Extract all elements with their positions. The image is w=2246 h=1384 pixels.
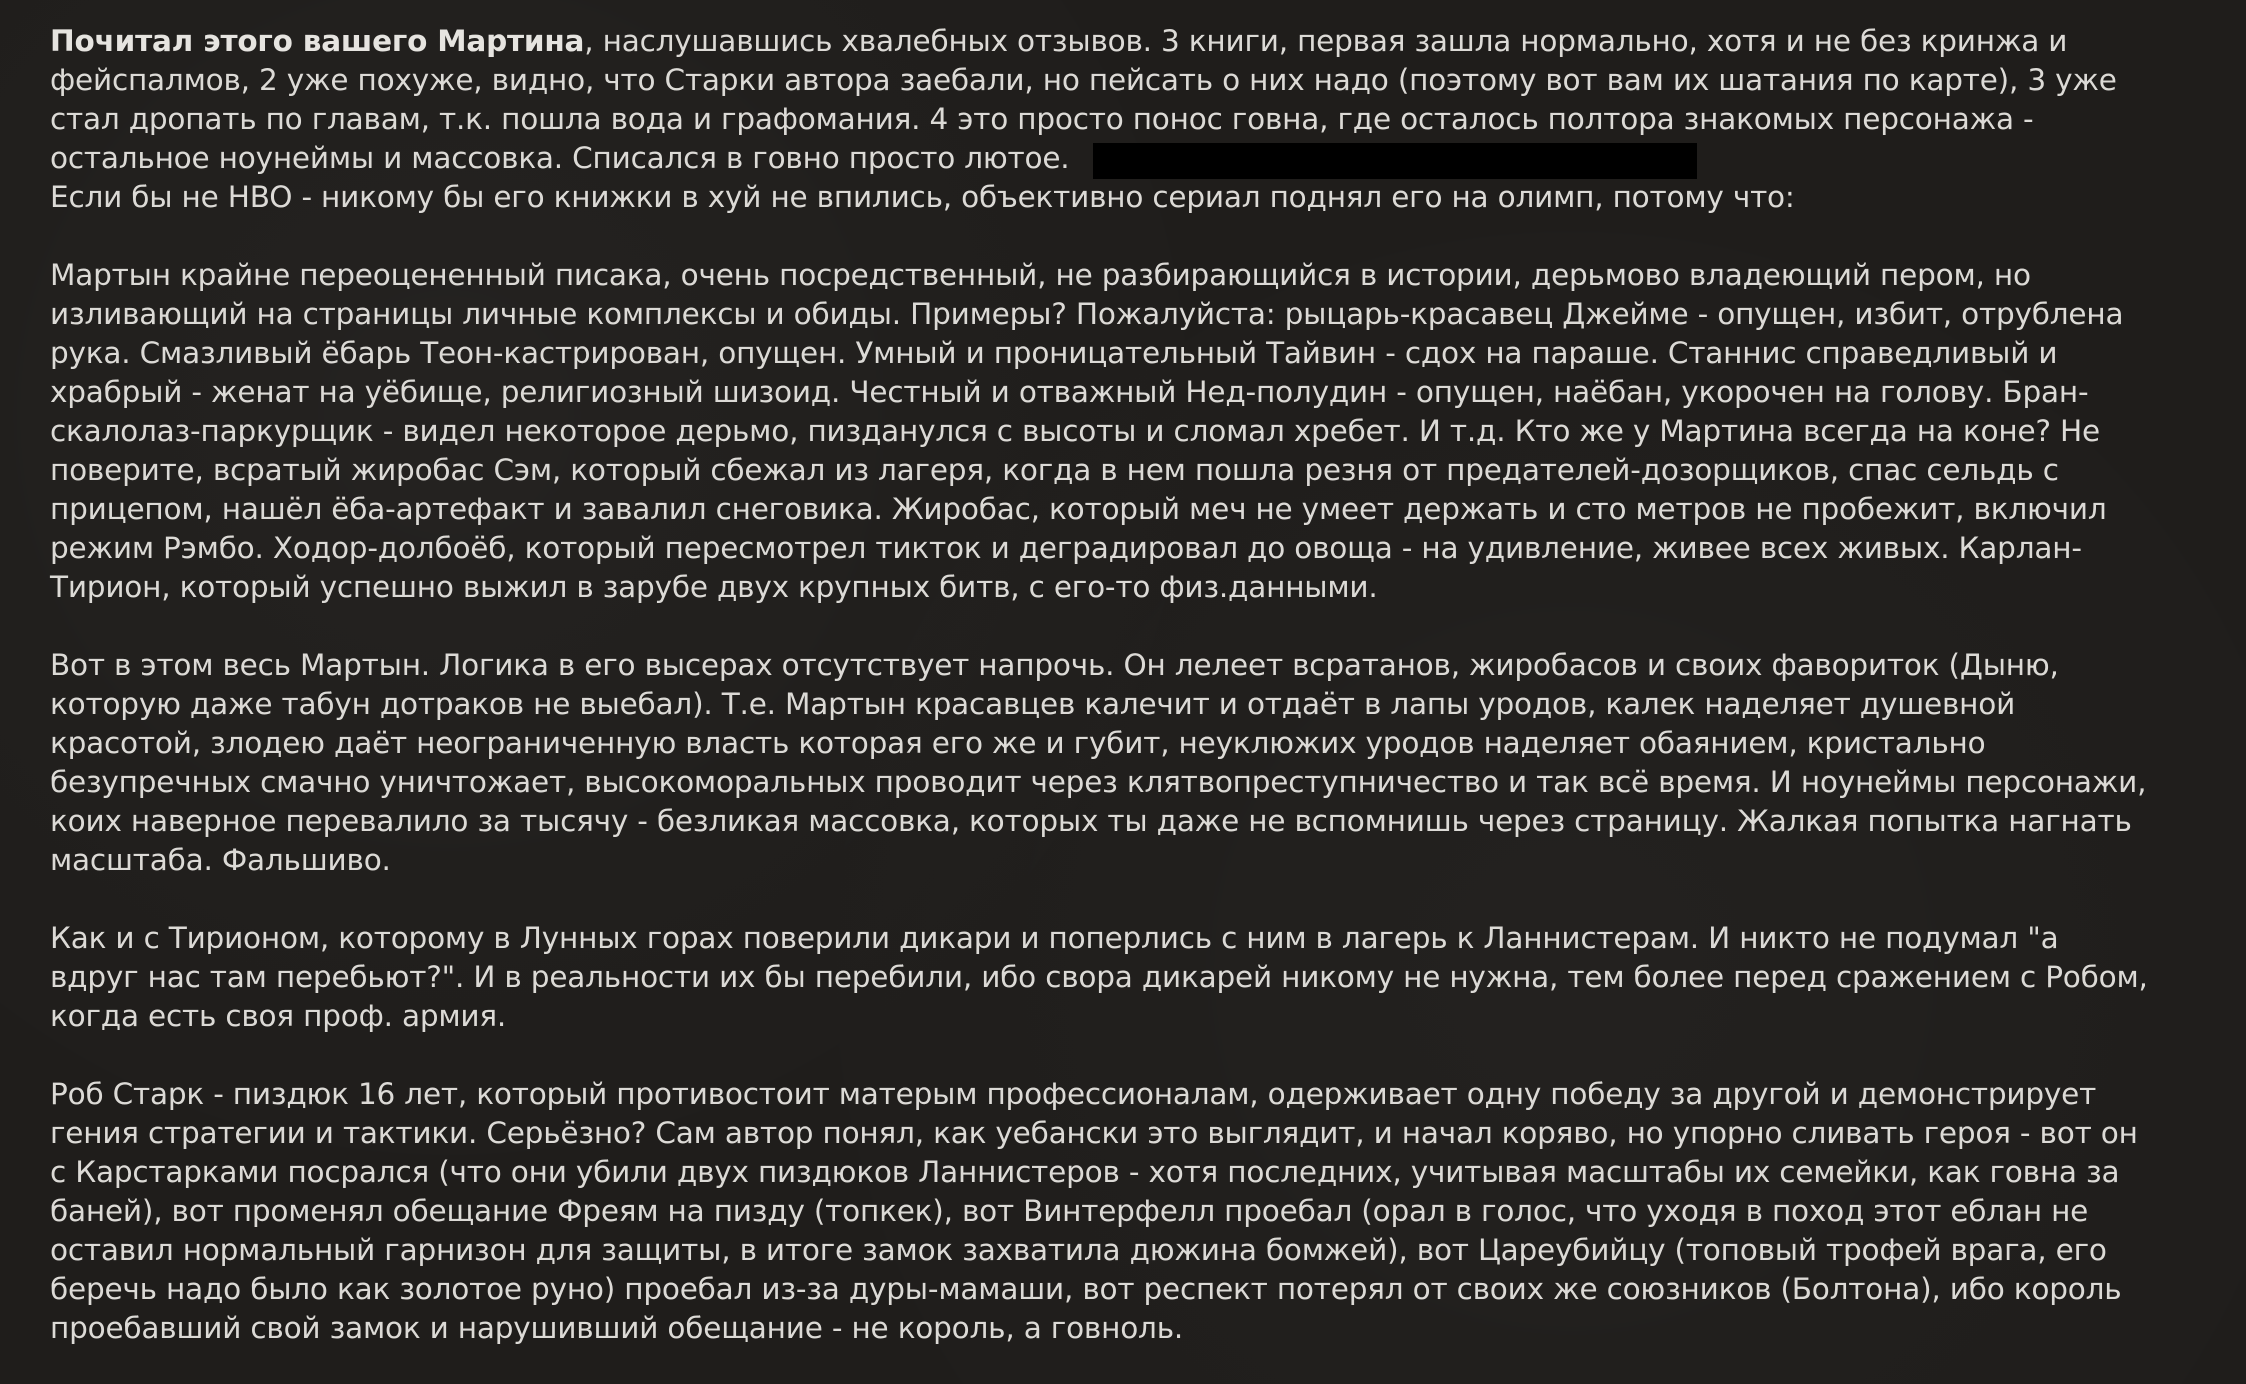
post-line: красотой, злодею даёт неограниченную власть которая его же и губит, неуклюжих уродов наделяет обаянием, кристально — [50, 726, 1986, 760]
post-body — [50, 22, 2148, 1348]
post-line: храбрый - женат на уёбище, религиозный шизоид. Честный и отважный Нед-полудин - опущен, наёбан, укорочен на голову. Бран- — [50, 375, 2089, 409]
post-line: когда есть своя проф. армия. — [50, 999, 507, 1033]
post-line: гения стратегии и тактики. Серьёзно? Сам автор понял, как уебански это выглядит, и начал коряво, но упорно сливать героя - вот он — [50, 1116, 2138, 1150]
post-line: фейспалмов, 2 уже похуже, видно, что Старки автора заебали, но пейсать о них надо (поэтому вот вам их шатания по карте), 3 уже — [50, 63, 2117, 97]
post-line: скалолаз-паркурщик - видел некоторое дерьмо, пизданулся с высоты и сломал хребет. И т.д. Кто же у Мартина всегда на коне? Не — [50, 414, 2100, 448]
post-line: безупречных смачно уничтожает, высокоморальных проводит через клятвопреступничество и так всё время. И ноунеймы персонажи, — [50, 765, 2147, 799]
paragraph — [50, 256, 2148, 607]
post-line: проебавший свой замок и нарушивший обещание - не король, а говноль. — [50, 1311, 1184, 1345]
post-line: Вот в этом весь Мартын. Логика в его высерах отсутствует напрочь. Он лелеет всратанов, жиробасов и своих фавориток (Дыню, — [50, 648, 2059, 682]
post-line: стал дропать по главам, т.к. пошла вода и графомания. 4 это просто понос говна, где осталось полтора знакомых персонажа - — [50, 102, 2034, 136]
post-line: баней), вот променял обещание Фреям на пизду (топкек), вот Винтерфелл проебал (орал в голос, что уходя в поход этот еблан не — [50, 1194, 2089, 1228]
post-line: Как и с Тирионом, которому в Лунных горах поверили дикари и поперлись с ним в лагерь к Ланнистерам. И никто не подумал "а — [50, 921, 2059, 955]
paragraph — [50, 919, 2148, 1036]
post-line: масштаба. Фальшиво. — [50, 843, 391, 877]
post-line: остальное ноунеймы и массовка. Списался в говно просто лютое. — [50, 141, 1070, 175]
post-line: изливающий на страницы личные комплексы и обиды. Примеры? Пожалуйста: рыцарь-красавец Джейме - опущен, избит, отрублена — [50, 297, 2124, 331]
post-lead-rest: , наслушавшись хвалебных отзывов. 3 книги, первая зашла нормально, хотя и не без кринжа и — [584, 24, 2068, 58]
paragraph-gap — [50, 1036, 2148, 1075]
paragraph-gap — [50, 880, 2148, 919]
post-line: Тирион, который успешно выжил в зарубе двух крупных битв, с его-то физ.данными. — [50, 570, 1378, 604]
post-line: рука. Смазливый ёбарь Теон-кастрирован, опущен. Умный и проницательный Тайвин - сдох на параше. Станнис справедливый и — [50, 336, 2058, 370]
post-line: режим Рэмбо. Ходор-долбоёб, который пересмотрел тикток и деградировал до овоща - на удивление, живее всех живых. Карлан- — [50, 531, 2082, 565]
post-line: Если бы не HBO - никому бы его книжки в хуй не впились, объективно сериал поднял его на олимп, потому что: — [50, 180, 1795, 214]
paragraph — [50, 61, 2148, 217]
post-line: оставил нормальный гарнизон для защиты, в итоге замок захватила дюжина бомжей), вот Цареубийцу (топовый трофей врага, его — [50, 1233, 2107, 1267]
post-line: поверите, всратый жиробас Сэм, который сбежал из лагеря, когда в нем пошла резня от предателей-дозорщиков, спас сельдь с — [50, 453, 2059, 487]
paragraph — [50, 646, 2148, 880]
post-line: вдруг нас там перебьют?". И в реальности их бы перебили, ибо свора дикарей никому не нужна, тем более перед сражением с Робом, — [50, 960, 2148, 994]
paragraph-gap — [50, 607, 2148, 646]
redacted-block — [1093, 143, 1697, 179]
post-line: Мартын крайне переоцененный писака, очень посредственный, не разбирающийся в истории, дерьмово владеющий пером, но — [50, 258, 2031, 292]
post-line: беречь надо было как золотое руно) проебал из-за дуры-мамаши, вот респект потерял от своих же союзников (Болтона), ибо король — [50, 1272, 2122, 1306]
post-line: с Карстарками посрался (что они убили двух пиздюков Ланнистеров - хотя последних, учитывая масштабы их семейки, как говна за — [50, 1155, 2120, 1189]
post-line: коих наверное перевалило за тысячу - безликая массовка, которых ты даже не вспомнишь через страницу. Жалкая попытка нагнать — [50, 804, 2132, 838]
paragraph — [50, 1075, 2148, 1348]
post-line: Роб Старк - пиздюк 16 лет, который противостоит матерым профессионалам, одерживает одну победу за другой и демонстрирует — [50, 1077, 2097, 1111]
post-lead-bold: Почитал этого вашего Мартина — [50, 24, 585, 58]
post-line: прицепом, нашёл ёба-артефакт и завалил снеговика. Жиробас, который меч не умеет держать и сто метров не пробежит, включил — [50, 492, 2107, 526]
paragraph-gap — [50, 217, 2148, 256]
post-line: которую даже табун дотраков не выебал). Т.е. Мартын красавцев калечит и отдаёт в лапы уродов, калек наделяет душевной — [50, 687, 2016, 721]
post-line — [50, 22, 2148, 61]
